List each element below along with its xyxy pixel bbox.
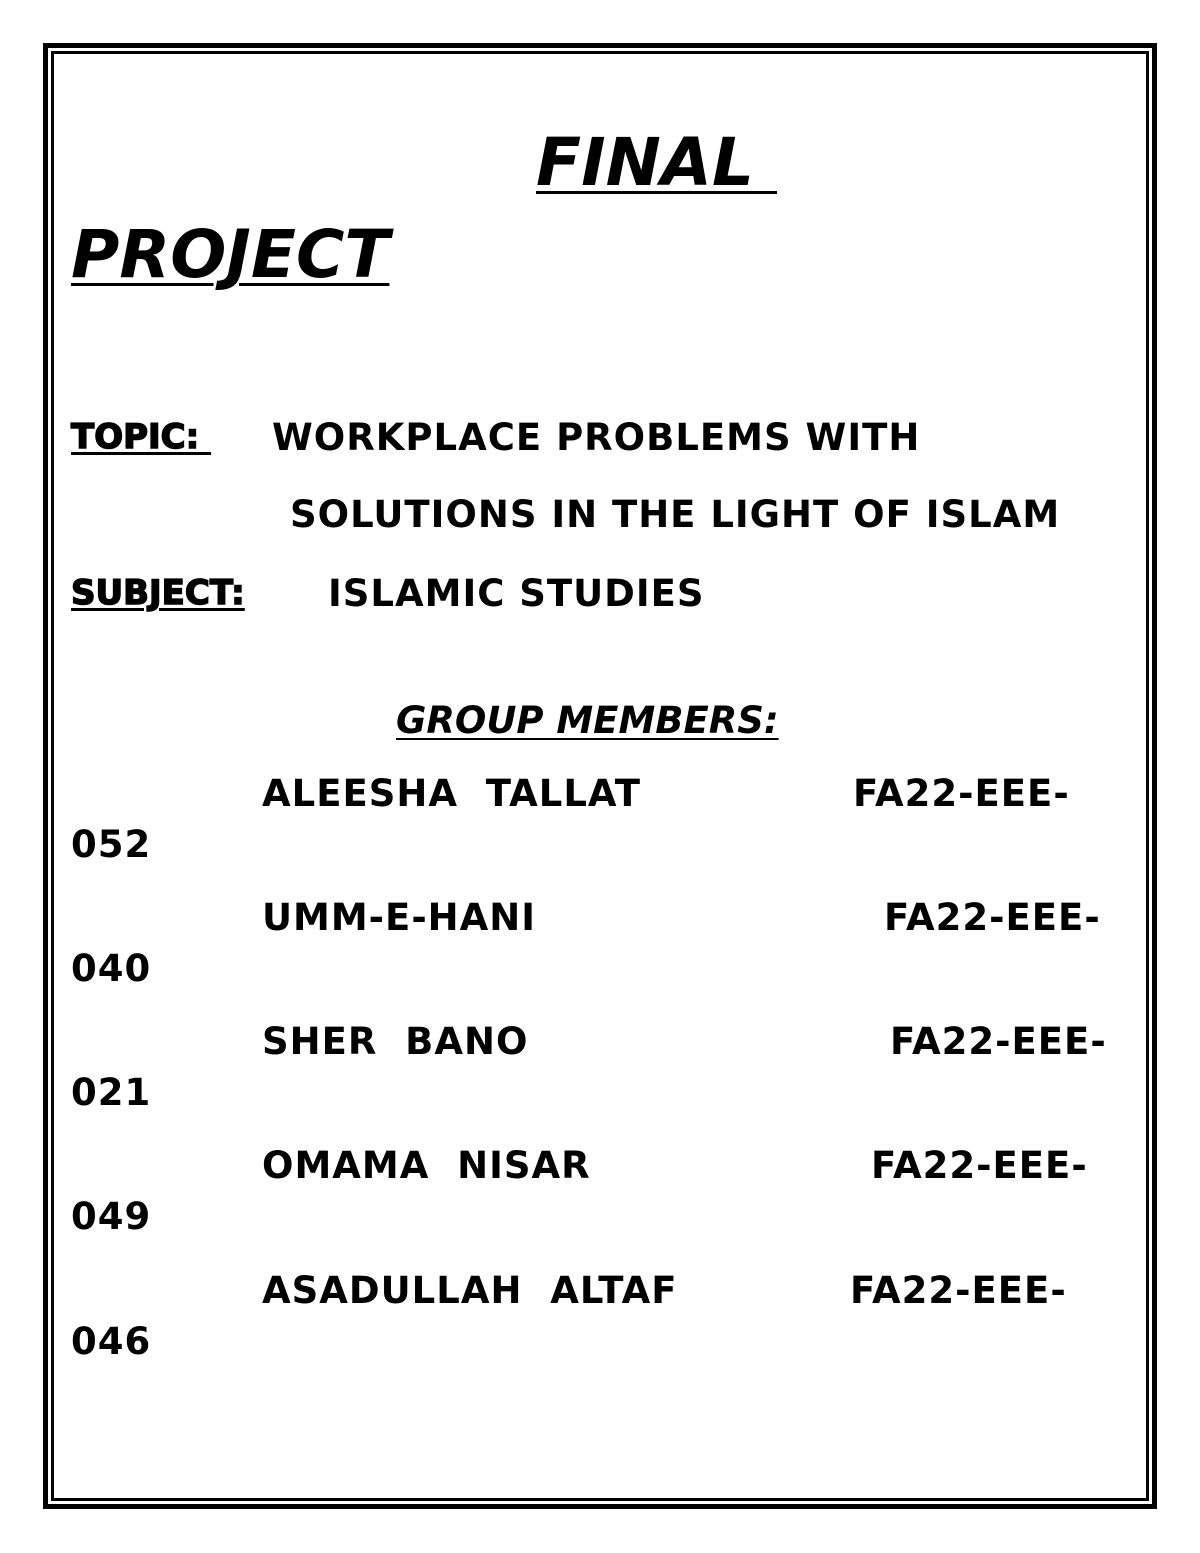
subject-label: SUBJECT:: [71, 573, 245, 613]
topic-line-1: WORKPLACE PROBLEMS WITH: [272, 416, 921, 459]
member-id-number: 046: [71, 1320, 152, 1363]
member-id-number: 049: [71, 1195, 152, 1238]
member-name: ASADULLAH ALTAF: [262, 1269, 678, 1312]
member-name: SHER BANO: [262, 1020, 529, 1063]
member-id-prefix: FA22-EEE-: [871, 1144, 1088, 1187]
member-id-number: 040: [71, 947, 152, 990]
member-name: UMM-E-HANI: [262, 896, 537, 939]
member-id-number: 021: [71, 1071, 152, 1114]
member-name: OMAMA NISAR: [262, 1144, 591, 1187]
title-line-2: PROJECT: [71, 216, 390, 293]
topic-line-2: SOLUTIONS IN THE LIGHT OF ISLAM: [290, 493, 1061, 536]
member-id-number: 052: [71, 823, 152, 866]
member-id-prefix: FA22-EEE-: [850, 1269, 1067, 1312]
title-line-1: FINAL: [536, 124, 777, 201]
member-name: ALEESHA TALLAT: [262, 772, 641, 815]
member-id-prefix: FA22-EEE-: [853, 772, 1070, 815]
member-id-prefix: FA22-EEE-: [884, 896, 1101, 939]
member-id-prefix: FA22-EEE-: [890, 1020, 1107, 1063]
topic-label: TOPIC:: [71, 417, 212, 457]
subject-value: ISLAMIC STUDIES: [328, 572, 705, 615]
group-members-heading: GROUP MEMBERS:: [396, 699, 779, 742]
